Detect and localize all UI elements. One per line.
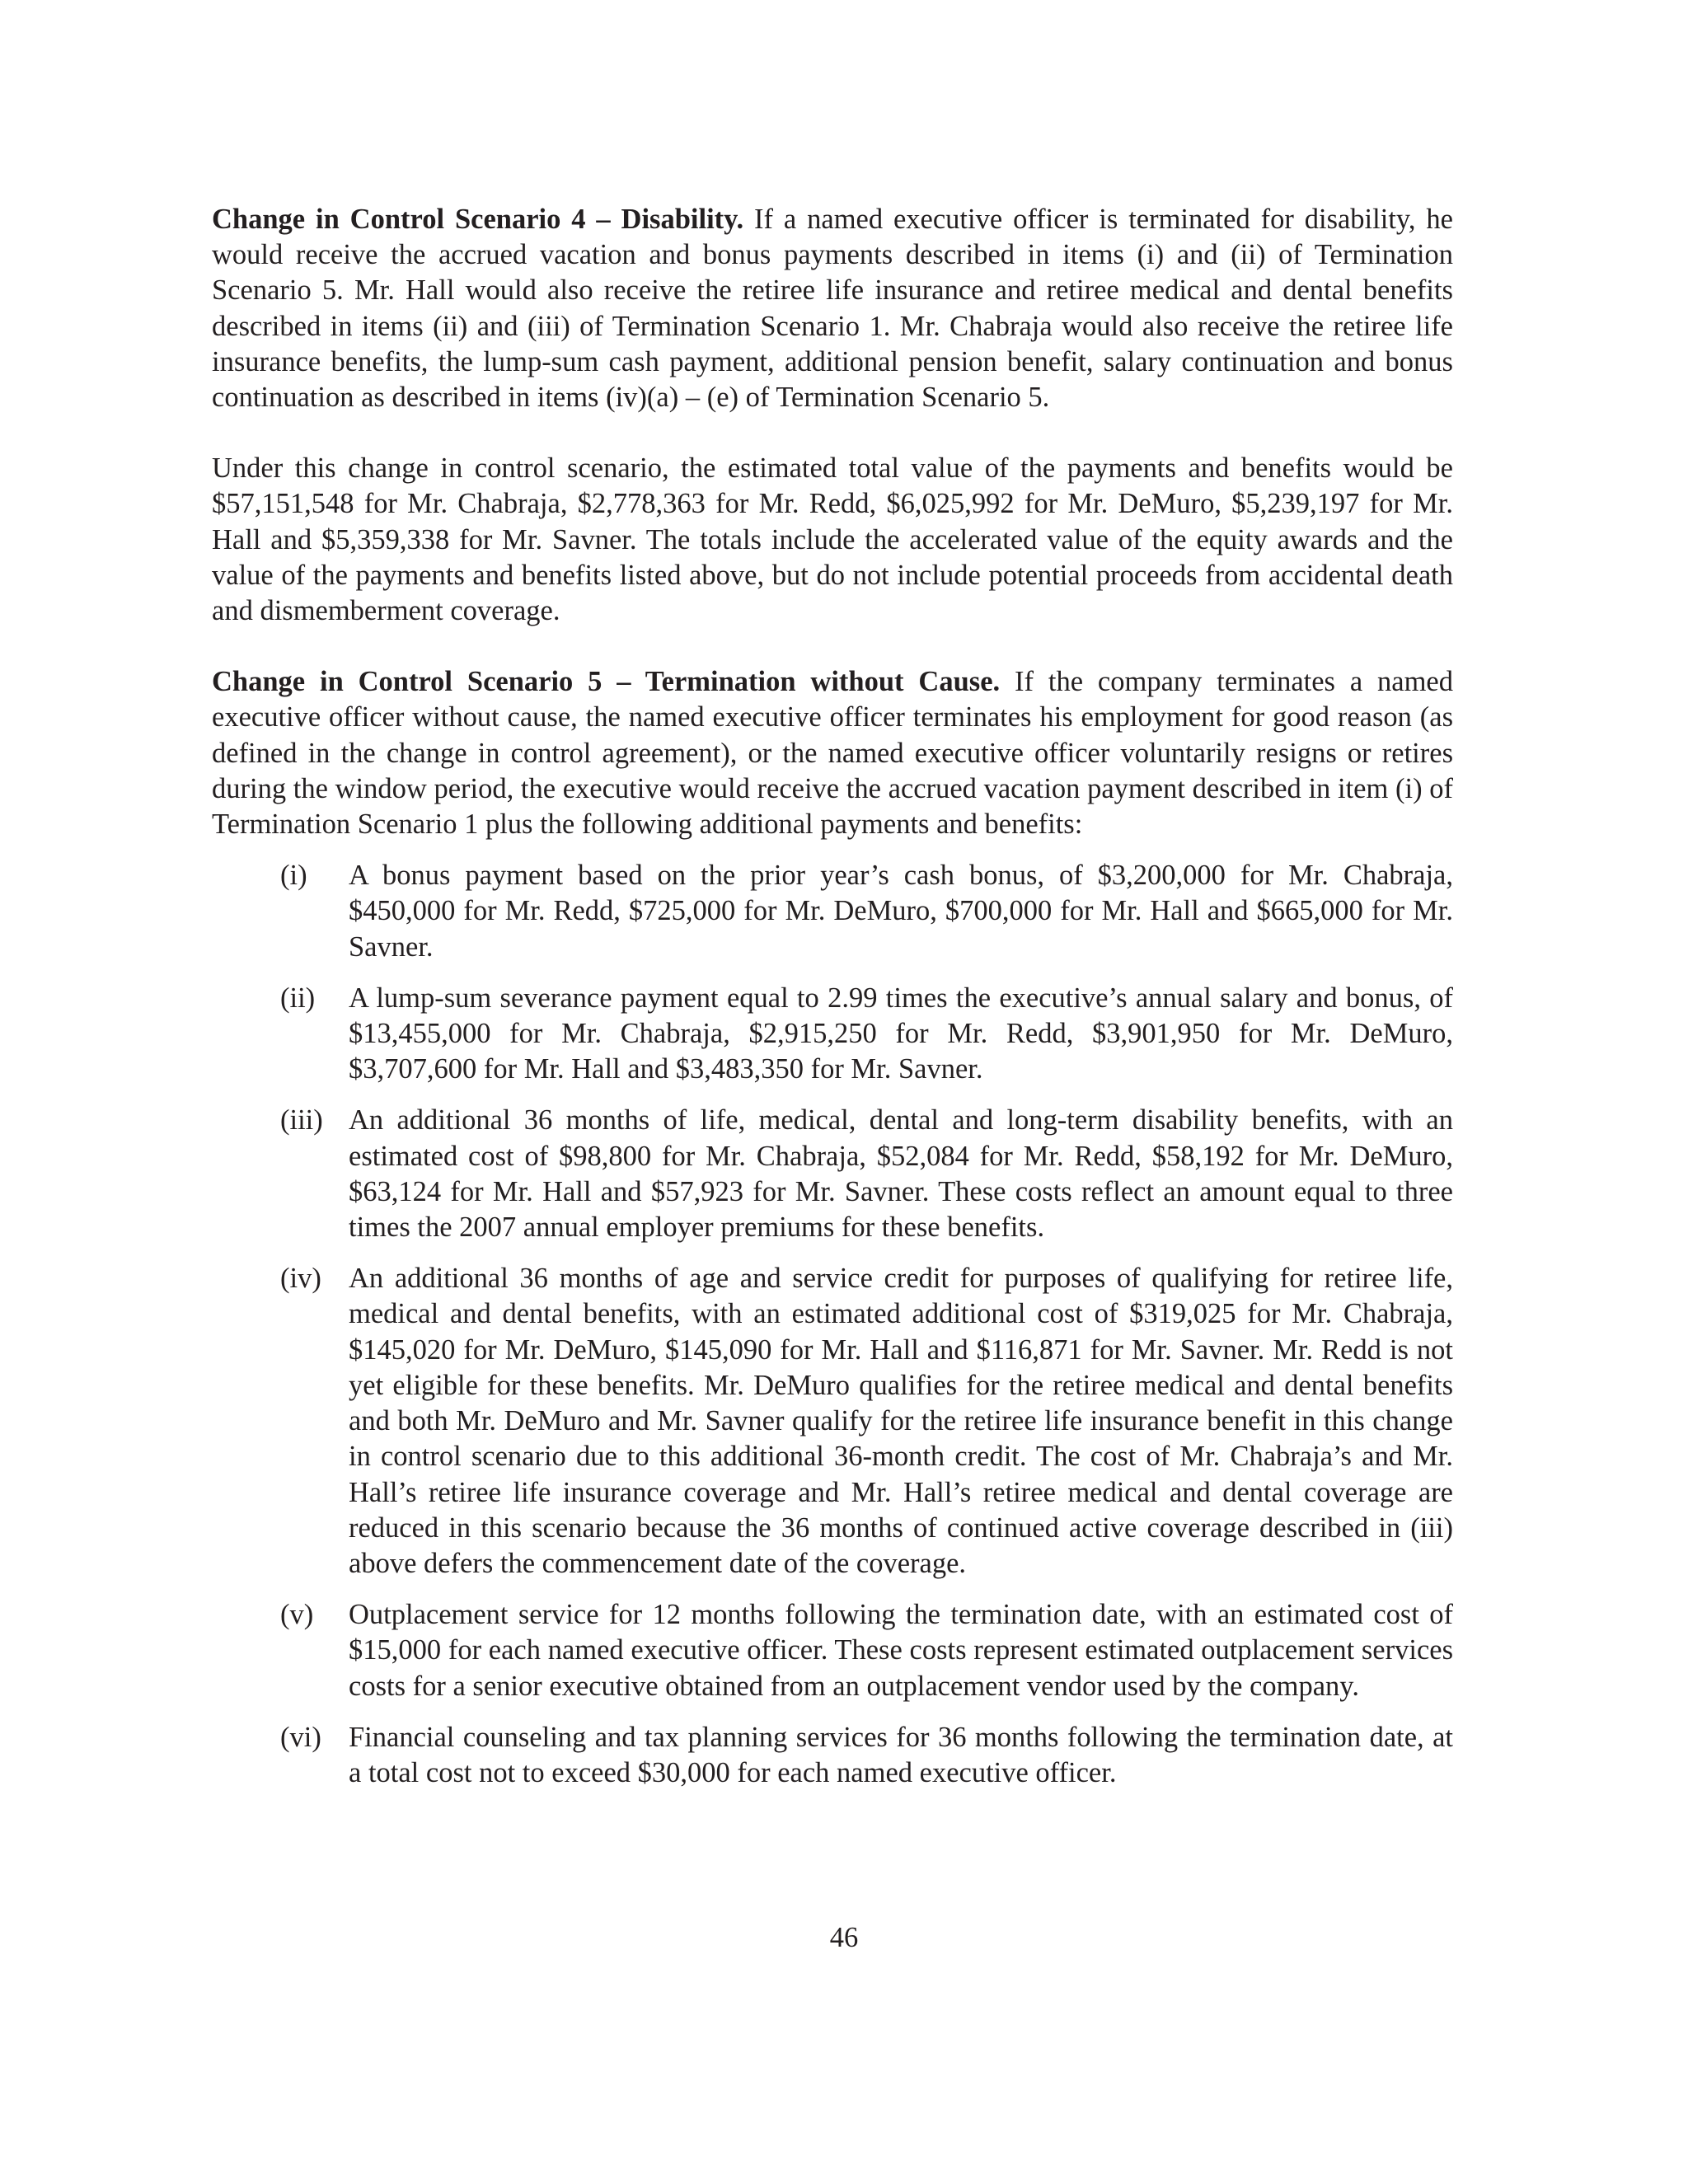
item-number: (vi): [280, 1721, 321, 1753]
item-number: (iii): [280, 1104, 323, 1137]
scenario4-totals-paragraph: Under this change in control scenario, the estimated total value of the payments and benefits would be $57,151,548 for Mr. Chabraja, $2,778,363 for Mr. Redd, $6,025,992 for Mr. DeMuro, $5,239,197 for Mr. Hall and $5,359,338 for Mr. Savner. The totals include the accelerated value of the equity awards and the value of the payments and benefits listed above, but do not include potential proceeds from accidental death and dismemberment coverage.: [212, 452, 1453, 627]
list-item: [212, 1720, 1453, 1791]
scenario4-heading: Change in Control Scenario 4 – Disability.: [212, 204, 744, 235]
item-text: Outplacement service for 12 months following the termination date, with an estimated cost of $15,000 for each named executive officer. These costs represent estimated outplacement services costs for a senior executive obtained from an outplacement vendor used by the company.: [349, 1599, 1453, 1702]
item-text: A bonus payment based on the prior year’s cash bonus, of $3,200,000 for Mr. Chabraja, $450,000 for Mr. Redd, $725,000 for Mr. DeMuro, $700,000 for Mr. Hall and $665,000 for Mr. Savner.: [349, 860, 1453, 963]
list-item: [212, 858, 1453, 965]
item-number: (iv): [280, 1263, 321, 1295]
list-item: [212, 1261, 1453, 1582]
document-page: [212, 202, 1453, 1807]
list-item: [212, 1103, 1453, 1245]
page-number: 46: [829, 1922, 859, 1953]
scenario4-paragraph: [212, 202, 1453, 415]
item-number: (i): [280, 860, 307, 892]
item-text: An additional 36 months of life, medical, dental and long-term disability benefits, with an estimated cost of $98,800 for Mr. Chabraja, $52,084 for Mr. Redd, $58,192 for Mr. DeMuro, $63,124 for Mr. Hall and $57,923 for Mr. Savner. These costs reflect an amount equal to three times the 2007 annual employer premiums for these benefits.: [349, 1104, 1453, 1244]
scenario5-heading: Change in Control Scenario 5 – Termination without Cause.: [212, 666, 1001, 698]
list-item: [212, 981, 1453, 1088]
item-text: An additional 36 months of age and service credit for purposes of qualifying for retiree life, medical and dental benefits, with an estimated additional cost of $319,025 for Mr. Chabraja, $145,020 for Mr. DeMuro, $145,090 for Mr. Hall and $116,871 for Mr. Savner. Mr. Redd is not yet eligible for these benefits. Mr. DeMuro qualifies for the retiree medical and dental benefits and both Mr. DeMuro and Mr. Savner qualify for the retiree life insurance benefit in this change in control scenario due to this additional 36-month credit. The cost of Mr. Chabraja’s and Mr. Hall’s retiree life insurance coverage and Mr. Hall’s retiree medical and dental coverage are reduced in this scenario because the 36 months of continued active coverage described in (iii) above defers the commencement date of the coverage.: [349, 1263, 1453, 1579]
item-number: (v): [280, 1599, 314, 1631]
scenario5-body: If the company terminates a named executive officer without cause, the named executive officer terminates his employment for good reason (as defined in the change in control agreement), or the named executive officer voluntarily resigns or retires during the window period, the executive would receive the accrued vacation payment described in item (i) of Termination Scenario 1 plus the following additional payments and benefits:: [212, 666, 1453, 841]
scenario5-paragraph: [212, 664, 1453, 842]
item-text: Financial counseling and tax planning services for 36 months following the termination date, at a total cost not to exceed $30,000 for each named executive officer.: [349, 1721, 1453, 1788]
item-text: A lump-sum severance payment equal to 2.99 times the executive’s annual salary and bonus, of $13,455,000 for Mr. Chabraja, $2,915,250 for Mr. Redd, $3,901,950 for Mr. DeMuro, $3,707,600 for Mr. Hall and $3,483,350 for Mr. Savner.: [349, 982, 1453, 1085]
list-item: [212, 1597, 1453, 1704]
scenario5-item-list: [212, 858, 1453, 1791]
item-number: (ii): [280, 982, 316, 1014]
scenario4-body: If a named executive officer is terminated for disability, he would receive the accrued vacation and bonus payments described in items (i) and (ii) of Termination Scenario 5. Mr. Hall would also receive the retiree life insurance and retiree medical and dental benefits described in items (ii) and (iii) of Termination Scenario 1. Mr. Chabraja would also receive the retiree life insurance benefits, the lump-sum cash payment, additional pension benefit, salary continuation and bonus continuation as described in items (iv)(a) – (e) of Termination Scenario 5.: [212, 204, 1453, 414]
